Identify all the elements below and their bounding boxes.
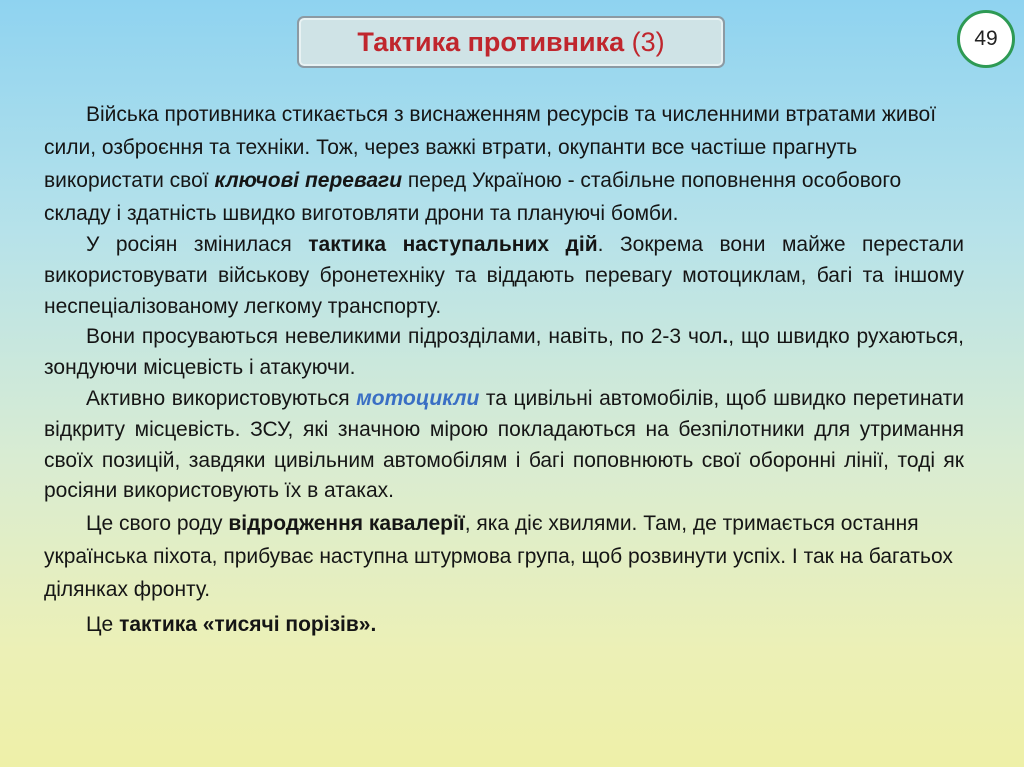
paragraph-text: Активно використовуються bbox=[86, 386, 357, 410]
paragraph-text: У росіян змінилася bbox=[86, 233, 309, 256]
page-number: 49 bbox=[974, 27, 998, 50]
emphasis-thousand-cuts: тактика «тисячі порізів». bbox=[119, 613, 377, 637]
paragraph-motorcycles bbox=[44, 384, 964, 507]
paragraph-text: , що швидко рухаються, зондуючи місцевість і атакуючи. bbox=[44, 325, 964, 380]
paragraph-cavalry bbox=[44, 507, 964, 606]
paragraph-resources bbox=[44, 98, 964, 230]
slide-title-bold: Тактика противника bbox=[357, 26, 625, 57]
paragraph-text: . Зокрема вони майже перестали використовувати військову бронетехніку та віддають перевагу мотоциклам, багі та іншому неспеціалізованому легкому транспорту. bbox=[44, 233, 964, 318]
paragraph-text: перед Україною - стабільне поповнення особового складу і здатність швидко виготовляти дрони та плануючі бомби. bbox=[44, 169, 902, 225]
slide-title-number: (3) bbox=[624, 26, 665, 57]
paragraph-text: , яка діє хвилями. Там, де тримається остання українська піхота, прибуває наступна штурмова група, щоб розвинути успіх. І так на багатьох ділянках фронту. bbox=[44, 512, 953, 602]
emphasis-key-advantages: ключові переваги bbox=[214, 169, 403, 192]
emphasis-cavalry: відродження кавалерії bbox=[228, 512, 465, 536]
paragraph-small-units bbox=[44, 322, 964, 384]
paragraph-thousand-cuts bbox=[44, 608, 964, 641]
paragraph-offensive-tactics bbox=[44, 230, 964, 322]
slide-title bbox=[357, 27, 664, 58]
slide-title-box bbox=[297, 16, 725, 68]
paragraph-text: Вони просуваються невеликими підрозділами, навіть, по 2-3 чол bbox=[86, 325, 723, 349]
slide-body bbox=[44, 98, 964, 641]
emphasis-dot: . bbox=[722, 325, 729, 349]
emphasis-offensive-tactics: тактика наступальних дій bbox=[308, 233, 598, 256]
paragraph-text: та цивільні автомобілів, щоб швидко перетинати відкриту місцевість. ЗСУ, які значною мірою покладаються на безпілотники для утримання своїх позицій, завдяки цивільним автомобілям і багі поповнюють свої оборонні лінії, тоді як росіяни використовують їх в атаках. bbox=[44, 386, 964, 503]
emphasis-motorcycles: мотоцикли bbox=[356, 386, 480, 410]
paragraph-text: Це свого роду bbox=[86, 512, 229, 536]
page-number-badge bbox=[957, 10, 1015, 68]
paragraph-text: Військa противника стикається з виснаженням ресурсів та численними втратами живої сили, озброєння та техніки. Тож, через важкі втрати, окупанти все частіше прагнуть використати свої bbox=[44, 103, 937, 192]
paragraph-text: Це bbox=[86, 613, 120, 637]
